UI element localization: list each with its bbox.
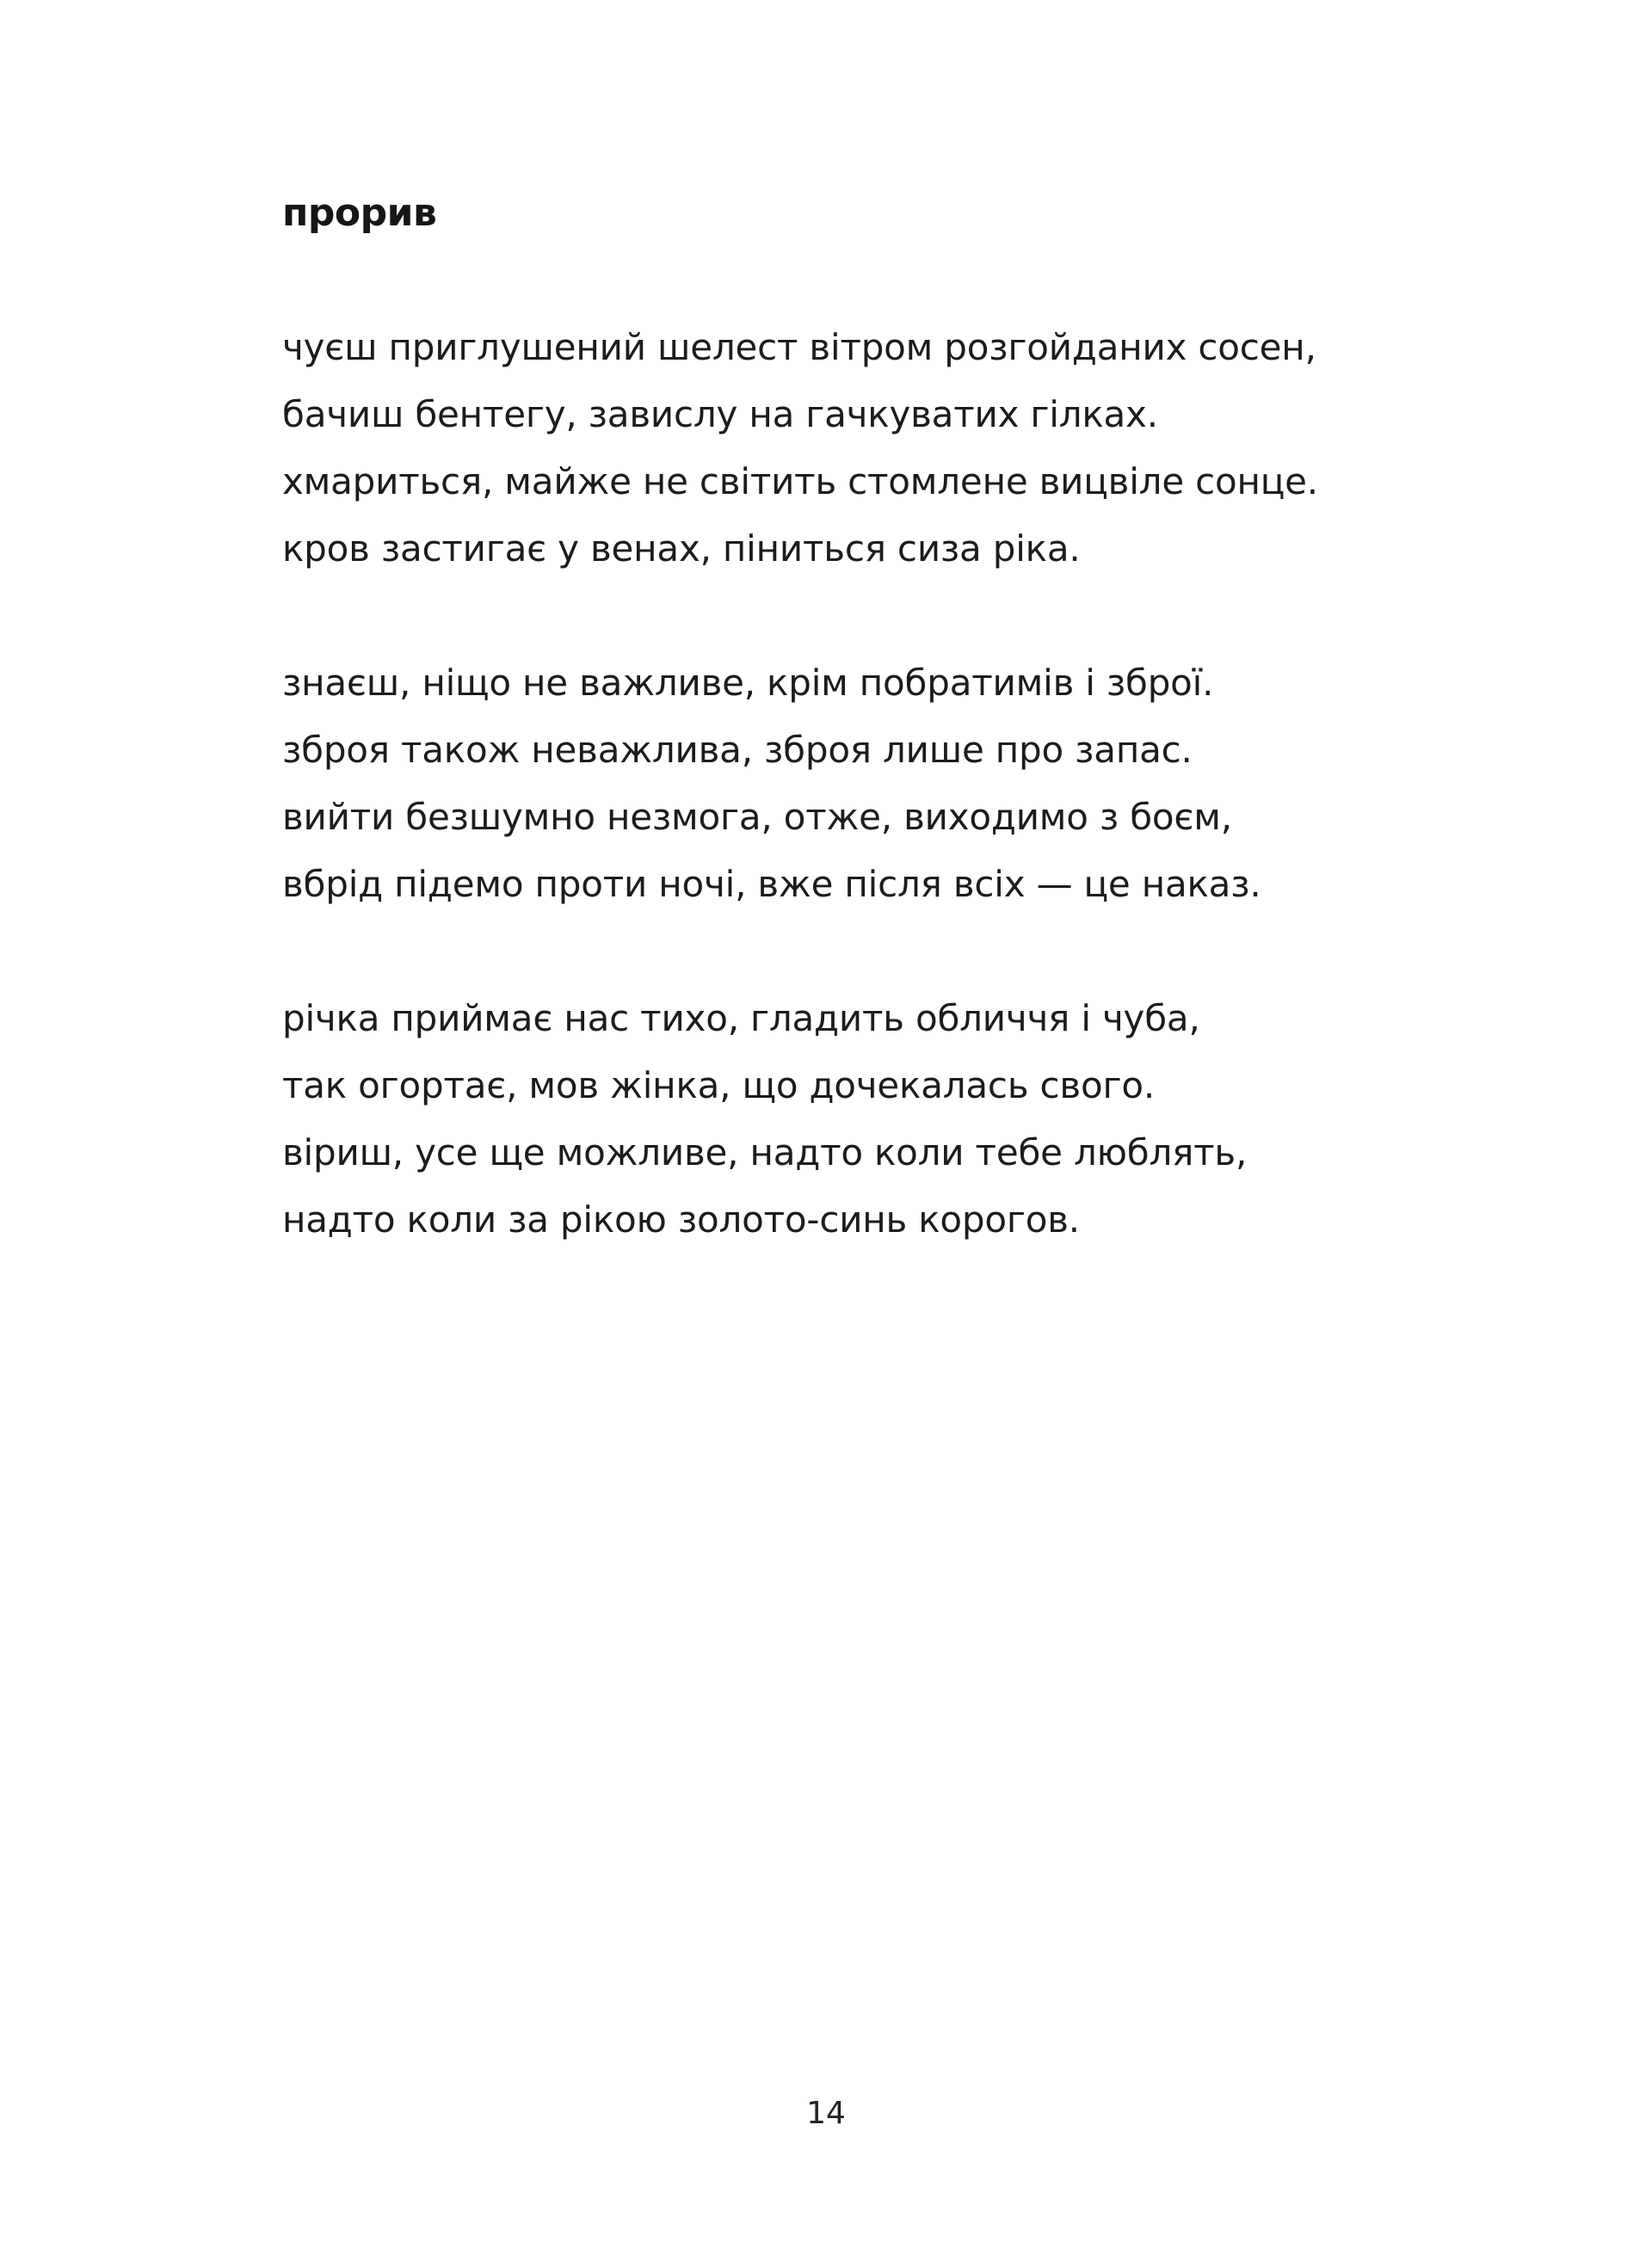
page-number: 14 bbox=[806, 2096, 846, 2131]
poem-line: чуєш приглушений шелест вітром розгойданих сосен, bbox=[282, 326, 1316, 368]
poem-line: вийти безшумно незмога, отже, виходимо з боєм, bbox=[282, 796, 1232, 838]
poem-line: так огортає, мов жінка, що дочекалась свого. bbox=[282, 1064, 1155, 1106]
poem-line: хмариться, майже не світить стомлене вицвіле сонце. bbox=[282, 460, 1318, 502]
poem-line: річка приймає нас тихо, гладить обличчя і чуба, bbox=[282, 997, 1200, 1039]
poem-line: бачиш бентегу, завислу на гачкуватих гілках. bbox=[282, 393, 1158, 435]
poem-line: віриш, усе ще можливе, надто коли тебе люблять, bbox=[282, 1131, 1248, 1173]
stanza-3 bbox=[282, 985, 1573, 1253]
stanza-2 bbox=[282, 650, 1573, 918]
poem-line: надто коли за рікою золото-синь корогов. bbox=[282, 1198, 1080, 1241]
poem-line: кров застигає у венах, піниться сиза ріка. bbox=[282, 527, 1081, 570]
poem-title: прорив bbox=[282, 191, 437, 235]
poem-body bbox=[282, 314, 1573, 1321]
poem-line: зброя також неважлива, зброя лише про запас. bbox=[282, 729, 1193, 771]
poem-line: вбрід підемо проти ночі, вже після всіх — це наказ. bbox=[282, 863, 1261, 905]
poem-line: знаєш, ніщо не важливе, крім побратимів і зброї. bbox=[282, 662, 1214, 704]
stanza-1 bbox=[282, 314, 1573, 582]
